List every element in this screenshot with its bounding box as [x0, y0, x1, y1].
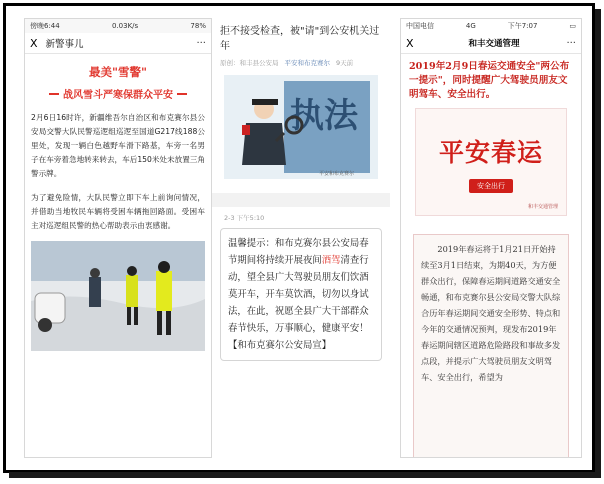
- article-title: 最美"雪警": [89, 65, 147, 79]
- status-bar: [401, 19, 581, 33]
- network-type: 4G: [465, 22, 476, 30]
- poster-tag: 安全出行: [469, 179, 513, 193]
- battery-level: 78%: [190, 22, 206, 30]
- message-text-start: 温馨提示：和布克赛尔县公安局春节期间将持续开展夜间: [228, 238, 369, 266]
- message-card: [220, 213, 382, 361]
- nav-title: 新警事儿: [45, 39, 84, 50]
- carrier-name: 中国电信: [406, 22, 434, 30]
- status-speed: 0.03K/s: [111, 22, 139, 30]
- close-icon[interactable]: X: [30, 36, 38, 50]
- spring-travel-poster: [415, 108, 567, 216]
- highlight-drunk-driving: 酒驾: [321, 255, 341, 266]
- screenshot-xinjing-article: [24, 18, 212, 458]
- close-icon[interactable]: X: [406, 36, 414, 50]
- article-headline: 2019年2月9日春运交通安全"两公布一提示"，同时提醒广大驾驶员朋友文明驾车、安全出行。: [409, 61, 570, 100]
- more-menu-icon[interactable]: ···: [196, 37, 206, 49]
- officer-illustration: [224, 75, 378, 179]
- section-separator: [212, 193, 390, 207]
- status-time: 傍晚6:44: [30, 22, 60, 30]
- article-source: 原创：和丰县公安局: [220, 59, 279, 67]
- message-bubble: [220, 228, 382, 361]
- snow-rescue-photo: [31, 241, 205, 351]
- frame-shadow-bottom: [9, 472, 601, 478]
- more-menu-icon[interactable]: ···: [566, 37, 576, 49]
- poster-title: 平安春运: [438, 138, 543, 167]
- frame-shadow-right: [595, 9, 601, 478]
- battery-icon: ▭: [569, 22, 576, 30]
- article-subtitle-text: 战风雪斗严寒保群众平安: [63, 90, 173, 101]
- screenshot-traffic-management: [400, 18, 582, 458]
- article-paragraph-2: 为了避免险情，大队民警立即下车上前询问情况，并借助当地牧民车辆将受困车辆拖回路面。受困车主对巡逻组民警的热心帮助表示由衷感谢。: [31, 193, 205, 230]
- status-bar: [25, 19, 211, 33]
- article-meta: [212, 54, 390, 71]
- message-text-end: 清查行动，望全县广大驾驶员朋友们饮酒莫开车，开车莫饮酒，切勿以身试法，在此，祝愿全县广大干部群众春节快乐，万事顺心，健康平安！【和布克赛尔公安局宣】: [228, 255, 369, 351]
- poster-watermark: 和丰交通管理: [527, 204, 558, 210]
- title-dash-left: [49, 93, 59, 95]
- account-link[interactable]: 平安和布克赛尔: [284, 59, 330, 67]
- screenshot-police-bureau-post: [212, 18, 390, 456]
- law-enforcement-poster: [224, 75, 378, 179]
- article-headline: 拒不接受检查，被"请"到公安机关过年: [220, 26, 380, 52]
- article-body: 2019年春运将于1月21日开始持续至3月1日结束，为期40天，为方便群众出行，保障春运期间道路交通安全畅通，和布克赛尔县公安局交警大队综合历年春运期间交通安全形势、特点和今年的交通情况预判，现发布2019年春运期间辖区道路危险路段和事故多发点段，并提示广大驾驶员朋友文明驾车、安全出行，希望为: [413, 234, 569, 458]
- article-paragraph-1: 2月6日16时许，新疆维吾尔自治区和布克赛尔县公安局交警大队民警巡逻组巡逻至国道G217线188公里处，发现一辆白色越野车滑下路基，车旁一名男子在车旁着急地转来转去，车后150米处未放置三角警示牌。: [31, 113, 205, 178]
- post-age: 9天前: [336, 59, 354, 67]
- nav-title: 和丰交通管理: [468, 39, 520, 49]
- title-dash-right: [177, 93, 187, 95]
- article-subtitle: [25, 86, 211, 101]
- poster-big-chars: 执法: [290, 96, 358, 136]
- snow-scene-illustration: [31, 241, 205, 351]
- status-time: 下午7:07: [507, 22, 538, 30]
- poster-watermark: 平安和布克赛尔: [318, 171, 354, 177]
- message-time: 2-3 下午5:10: [224, 214, 265, 222]
- nav-bar: [401, 33, 581, 54]
- nav-bar: [25, 33, 211, 54]
